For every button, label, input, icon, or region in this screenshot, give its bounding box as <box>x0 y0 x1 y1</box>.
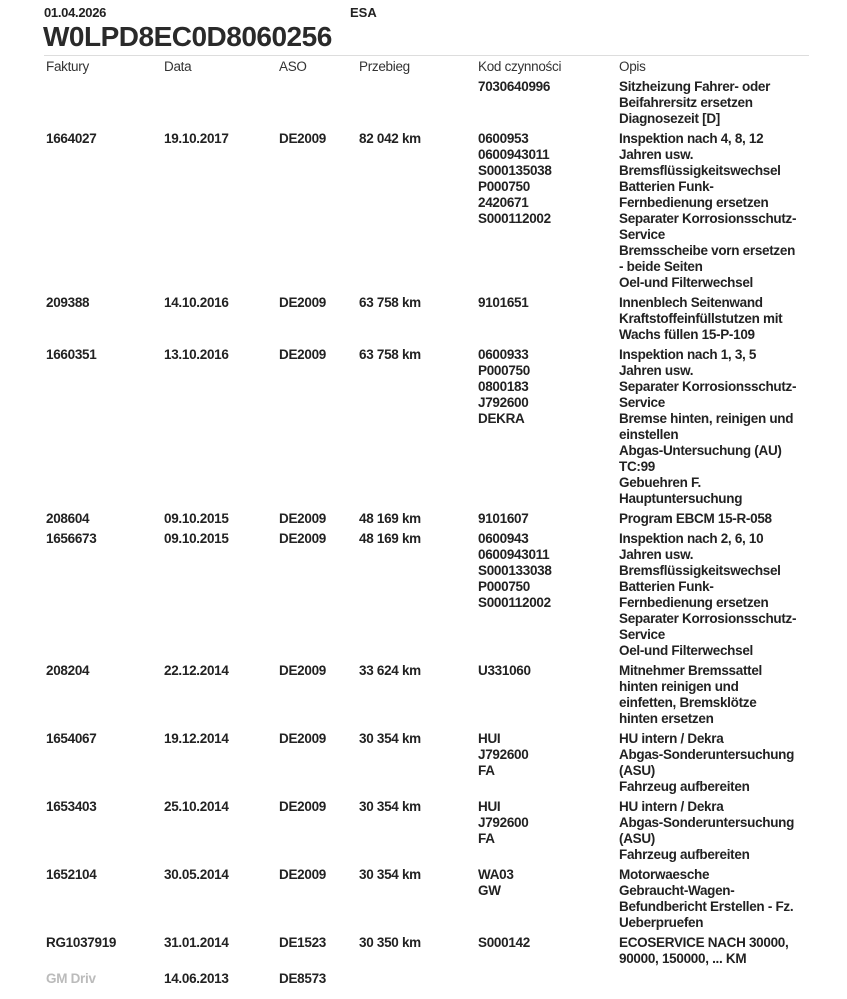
cell-date: 09.10.2015 <box>164 531 229 546</box>
cell-date: 14.10.2016 <box>164 295 229 310</box>
cell-operation-codes: 9101651 <box>478 295 529 310</box>
column-header-invoices: Faktury <box>46 59 89 74</box>
cell-aso: DE1523 <box>279 935 326 950</box>
cell-mileage: 30 354 km <box>359 867 421 882</box>
cell-aso: DE2009 <box>279 663 326 678</box>
cell-description: ECOSERVICE NACH 30000, 90000, 150000, ... KM <box>619 935 789 966</box>
cell-date: 13.10.2016 <box>164 347 229 362</box>
cell-invoice: 208204 <box>46 663 90 678</box>
cell-operation-codes: HUI J792600 FA <box>478 731 529 778</box>
cell-aso: DE2009 <box>279 799 326 814</box>
cell-invoice: 1653403 <box>46 799 97 814</box>
service-history-table <box>0 59 847 986</box>
cell-date: 09.10.2015 <box>164 511 229 526</box>
divider <box>44 55 809 56</box>
cell-invoice: 1652104 <box>46 867 97 882</box>
table-row <box>0 971 847 986</box>
cell-description: Inspektion nach 2, 6, 10 Jahren usw. Bremsflüssigkeitswechsel Batterien Funk- Fernbedienung ersetzen Separater Korrosionsschutz- Service Oel-und Filterwechsel <box>619 531 797 658</box>
cell-date: 22.12.2014 <box>164 663 229 678</box>
cell-mileage: 30 354 km <box>359 731 421 746</box>
table-row <box>0 295 847 347</box>
cell-operation-codes: 9101607 <box>478 511 529 526</box>
cell-operation-codes: 7030640996 <box>478 79 551 94</box>
cell-description: HU intern / Dekra Abgas-Sonderuntersuchung (ASU) Fahrzeug aufbereiten <box>619 799 795 862</box>
table-row <box>0 731 847 799</box>
cell-mileage: 48 169 km <box>359 531 421 546</box>
cell-description: Inspektion nach 1, 3, 5 Jahren usw. Separater Korrosionsschutz- Service Bremse hinten, reinigen und einstellen Abgas-Untersuchung (AU) TC:99 Gebuehren F. Hauptuntersuchung <box>619 347 797 506</box>
cell-invoice: GM Driv <box>46 971 96 986</box>
cell-aso: DE2009 <box>279 731 326 746</box>
cell-date: 19.10.2017 <box>164 131 229 146</box>
cell-date: 31.01.2014 <box>164 935 229 950</box>
cell-invoice: RG1037919 <box>46 935 117 950</box>
table-row <box>0 663 847 731</box>
cell-invoice: 1654067 <box>46 731 97 746</box>
cell-aso: DE2009 <box>279 867 326 882</box>
cell-invoice: 1660351 <box>46 347 97 362</box>
cell-description: HU intern / Dekra Abgas-Sonderuntersuchung (ASU) Fahrzeug aufbereiten <box>619 731 795 794</box>
column-header-description: Opis <box>619 59 646 74</box>
table-row <box>0 531 847 663</box>
cell-date: 25.10.2014 <box>164 799 229 814</box>
column-header-codes: Kod czynności <box>478 59 562 74</box>
cell-operation-codes: U331060 <box>478 663 531 678</box>
cell-mileage: 63 758 km <box>359 347 421 362</box>
cell-description: Program EBCM 15-R-058 <box>619 511 772 526</box>
cell-date: 14.06.2013 <box>164 971 229 986</box>
table-header <box>0 59 847 79</box>
table-row <box>0 79 847 131</box>
column-header-aso: ASO <box>279 59 307 74</box>
cell-invoice: 208604 <box>46 511 90 526</box>
cell-description: Innenblech Seitenwand Kraftstoffeinfüllstutzen mit Wachs füllen 15-P-109 <box>619 295 783 342</box>
cell-description: Inspektion nach 4, 8, 12 Jahren usw. Bremsflüssigkeitswechsel Batterien Funk- Fernbedienung ersetzen Separater Korrosionsschutz- Service Bremsscheibe vorn ersetzen - beide Seiten Oel-und Filterwechsel <box>619 131 797 290</box>
table-row <box>0 867 847 935</box>
cell-mileage: 82 042 km <box>359 131 421 146</box>
cell-invoice: 1664027 <box>46 131 97 146</box>
cell-invoice: 209388 <box>46 295 90 310</box>
cell-operation-codes: HUI J792600 FA <box>478 799 529 846</box>
cell-aso: DE8573 <box>279 971 326 986</box>
cell-date: 19.12.2014 <box>164 731 229 746</box>
cell-aso: DE2009 <box>279 531 326 546</box>
column-header-mileage: Przebieg <box>359 59 410 74</box>
cell-aso: DE2009 <box>279 295 326 310</box>
table-row <box>0 935 847 971</box>
vin-title: W0LPD8EC0D8060256 <box>43 21 332 52</box>
table-row <box>0 799 847 867</box>
table-row <box>0 347 847 511</box>
source-label: ESA <box>350 5 377 20</box>
cell-operation-codes: 0600933 P000750 0800183 J792600 DEKRA <box>478 347 530 426</box>
cell-description: Sitzheizung Fahrer- oder Beifahrersitz ersetzen Diagnosezeit [D] <box>619 79 771 126</box>
cell-mileage: 30 350 km <box>359 935 421 950</box>
cell-description: Mitnehmer Bremssattel hinten reinigen und einfetten, Bremsklötze hinten ersetzen <box>619 663 762 726</box>
cell-operation-codes: S000142 <box>478 935 530 950</box>
cell-mileage: 48 169 km <box>359 511 421 526</box>
cell-mileage: 63 758 km <box>359 295 421 310</box>
cell-operation-codes: WA03 GW <box>478 867 514 898</box>
cell-mileage: 30 354 km <box>359 799 421 814</box>
table-row <box>0 131 847 295</box>
cell-operation-codes: 0600953 0600943011 S000135038 P000750 2420671 S000112002 <box>478 131 552 226</box>
cell-aso: DE2009 <box>279 347 326 362</box>
cell-date: 30.05.2014 <box>164 867 229 882</box>
column-header-date: Data <box>164 59 192 74</box>
cell-aso: DE2009 <box>279 511 326 526</box>
cell-description: Motorwaesche Gebraucht-Wagen- Befundbericht Erstellen - Fz. Ueberpruefen <box>619 867 794 930</box>
cell-invoice: 1656673 <box>46 531 97 546</box>
table-row <box>0 511 847 531</box>
cell-operation-codes: 0600943 0600943011 S000133038 P000750 S000112002 <box>478 531 552 610</box>
cell-aso: DE2009 <box>279 131 326 146</box>
report-date: 01.04.2026 <box>44 5 107 20</box>
cell-mileage: 33 624 km <box>359 663 421 678</box>
